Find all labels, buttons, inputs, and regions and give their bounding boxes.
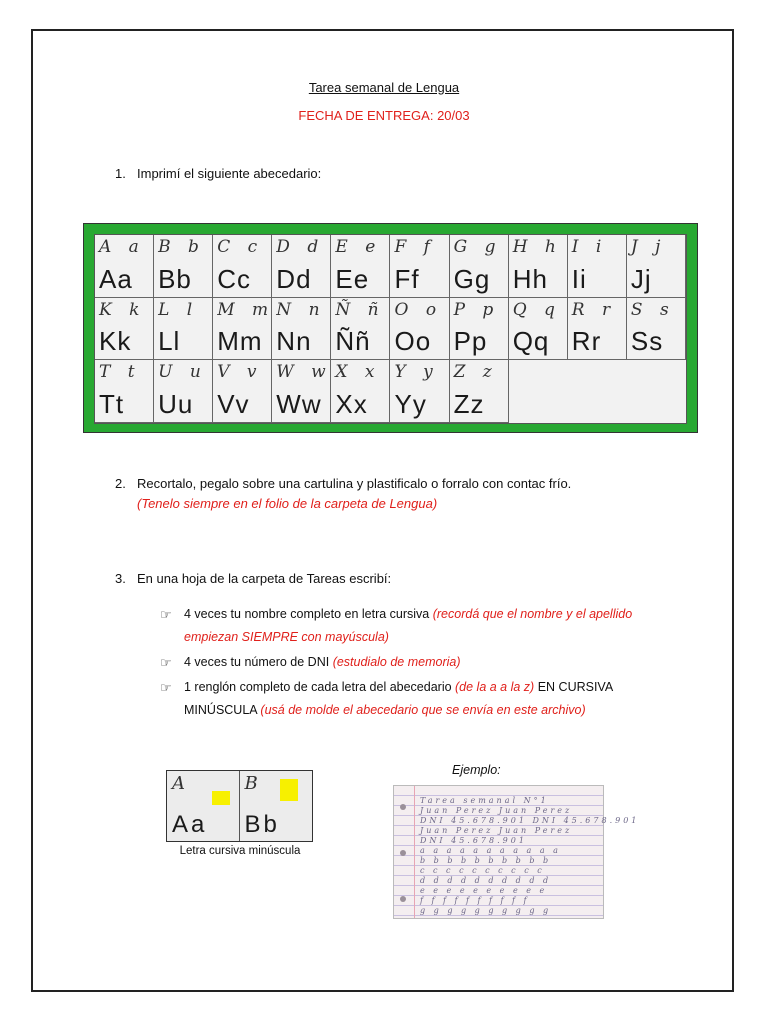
cursive-letter-pair: T t [99,362,141,383]
letter-cell [272,235,331,298]
letter-cell [154,360,213,423]
letter-cell [331,298,390,361]
letter-cell [154,298,213,361]
cursive-letter-pair: W w [276,362,332,383]
mini-print-letters: Bb [244,811,280,838]
print-letter-pair: Qq [512,326,550,357]
task-list [160,603,680,724]
letter-cell [627,235,686,298]
sticky-note-marker [212,791,230,805]
step-3 [115,569,391,589]
print-letter-pair: Mm [217,326,263,357]
print-letter-pair: Hh [512,263,548,294]
step-number: 1. [115,166,126,181]
letter-cell [509,298,568,361]
print-letter-pair: Oo [394,326,432,357]
task-text: 1 renglón completo de cada letra del abecedario [184,680,456,694]
print-letter-pair: Yy [394,389,427,419]
task-note-2: (usá de molde el abecedario que se envía en este archivo) [260,703,586,717]
print-letter-pair: Ee [335,263,370,294]
due-date: FECHA DE ENTREGA: 20/03 [298,108,470,123]
handwritten-line: a a a a a a a a a a a [420,846,561,855]
letter-cell [272,298,331,361]
cursive-letter-pair: D d [276,237,325,257]
cursive-letter-pair: P p [453,299,500,320]
print-letter-pair: Pp [453,326,488,357]
handwritten-line: e e e e e e e e e e [420,886,548,895]
document-title: Tarea semanal de Lengua [308,80,460,95]
cursive-letter-pair: E e [335,237,382,257]
print-letter-pair: Dd [276,263,312,294]
cursive-letter-pair: N n [276,299,326,320]
cursive-letter-pair: C c [217,237,264,257]
mini-cell-a [167,771,240,841]
letter-cell [450,235,509,298]
print-letter-pair: Vv [217,389,250,419]
mini-print-letters: Aa [172,811,208,838]
letter-cell [627,298,686,361]
letter-cell [568,235,627,298]
print-letter-pair: Ll [158,326,181,357]
cursive-letter-pair: Y y [394,362,439,383]
handwritten-line: Juan Perez Juan Perez [420,826,573,835]
cursive-letter-pair: Ñ ñ [335,299,385,320]
letter-cell [331,360,390,423]
task-item-name [160,603,680,649]
handwritten-line: f f f f f f f f f f [420,896,530,905]
handwritten-line: Juan Perez Juan Perez [420,806,573,815]
letter-cell [390,360,449,423]
step-number: 2. [115,476,126,491]
letter-cell [450,298,509,361]
cursive-letter-pair: F f [394,237,436,257]
step-text: Recortalo, pegalo sobre una cartulina y plastificalo o forralo con contac frío. [137,476,572,491]
print-letter-pair: Kk [99,326,132,357]
print-letter-pair: Aa [99,263,133,294]
letter-cell [272,360,331,423]
print-letter-pair: Ff [394,263,420,294]
letter-cell [450,360,509,423]
mini-cursive-letter: A [172,773,185,794]
letter-cell [95,235,154,298]
task-note: (recordá que el nombre y el apellido empiezan SIEMPRE con mayúscula) [184,607,633,644]
step-text: En una hoja de la carpeta de Tareas escribí: [137,571,392,586]
handwritten-line: c c c c c c c c c c [420,866,545,875]
pointing-hand-icon: ☞ [160,680,172,695]
alphabet-chart [94,234,687,424]
letter-cell [95,298,154,361]
task-note: (estudialo de memoria) [332,655,461,669]
cursive-letter-pair: V v [217,362,263,383]
handwritten-line: b b b b b b b b b b [420,856,552,865]
notebook-margin-line [414,786,415,918]
letter-cell [95,360,154,423]
letter-cell [390,235,449,298]
example-label: Ejemplo: [452,763,501,777]
print-letter-pair: Nn [276,326,312,357]
cursive-letter-pair: Z z [453,362,498,383]
cursive-letter-pair: R r [571,299,617,320]
mini-cell-b [240,771,313,841]
binder-hole [400,804,406,810]
handwritten-line: DNI 45.678.901 DNI 45.678.901 [420,816,640,825]
handwritten-line: g g g g g g g g g g [420,906,552,915]
letter-cell [154,235,213,298]
task-item-dni [160,651,680,674]
handwritten-line: Tarea semanal N°1 [420,796,549,805]
pointing-hand-icon: ☞ [160,607,172,622]
cursive-letter-pair: H h [512,237,562,257]
mini-cursive-letter: B [244,773,258,794]
notebook-example-photo [393,785,640,919]
step-2 [115,474,571,514]
cursive-letter-pair: X x [335,362,381,383]
cursive-letter-pair: U u [158,362,207,383]
print-letter-pair: Uu [158,389,194,419]
task-text-2: EN CURSIVA MINÚSCULA [184,680,613,717]
alphabet-chart-photo [83,223,698,433]
cursive-letter-pair: O o [394,299,443,320]
print-letter-pair: Cc [217,263,251,294]
print-letter-pair: Ss [630,326,664,357]
letter-cell [213,360,272,423]
binder-hole [400,896,406,902]
pointing-hand-icon: ☞ [160,655,172,670]
cursive-letter-pair: S s [630,299,675,320]
task-text: 4 veces tu nombre completo en letra cursiva [184,607,433,621]
cursive-letter-pair: B b [158,237,205,257]
task-text: 4 veces tu número de DNI [184,655,333,669]
print-letter-pair: Ww [276,389,322,419]
print-letter-pair: Ññ [335,326,371,357]
letter-cell [213,235,272,298]
letter-cell [213,298,275,361]
cursive-letter-pair: G g [453,237,502,257]
letter-cell [509,235,568,298]
step-text: Imprimí el siguiente abecedario: [137,166,322,181]
step-number: 3. [115,571,126,586]
cursive-letter-pair: Q q [512,299,561,320]
binder-hole [400,850,406,856]
mini-chart-caption: Letra cursiva minúscula [179,845,301,857]
print-letter-pair: Bb [158,263,192,294]
step-note: (Tenelo siempre en el folio de la carpeta de Lengua) [137,496,438,511]
mini-alphabet-chart [166,770,313,842]
print-letter-pair: Ii [571,263,587,294]
letter-cell [331,235,390,298]
print-letter-pair: Xx [335,389,368,419]
print-letter-pair: Jj [630,263,652,294]
handwritten-line: DNI 45.678.901 [420,836,527,845]
cursive-letter-pair: I i [571,237,608,257]
letter-cell [390,298,449,361]
cursive-letter-pair: K k [99,299,146,320]
step-1 [115,164,321,184]
cursive-letter-pair: A a [99,237,145,257]
sticky-note-marker [280,779,298,801]
print-letter-pair: Zz [453,389,485,419]
print-letter-pair: Gg [453,263,491,294]
task-item-alphabet [160,676,680,722]
cursive-letter-pair: L l [158,299,199,320]
letter-cell [568,298,627,361]
print-letter-pair: Tt [99,389,125,419]
cursive-letter-pair: J j [630,237,667,257]
print-letter-pair: Rr [571,326,602,357]
cursive-letter-pair: M m [217,299,275,320]
task-note: (de la a a la z) [455,680,535,694]
handwritten-line: d d d d d d d d d d [420,876,552,885]
